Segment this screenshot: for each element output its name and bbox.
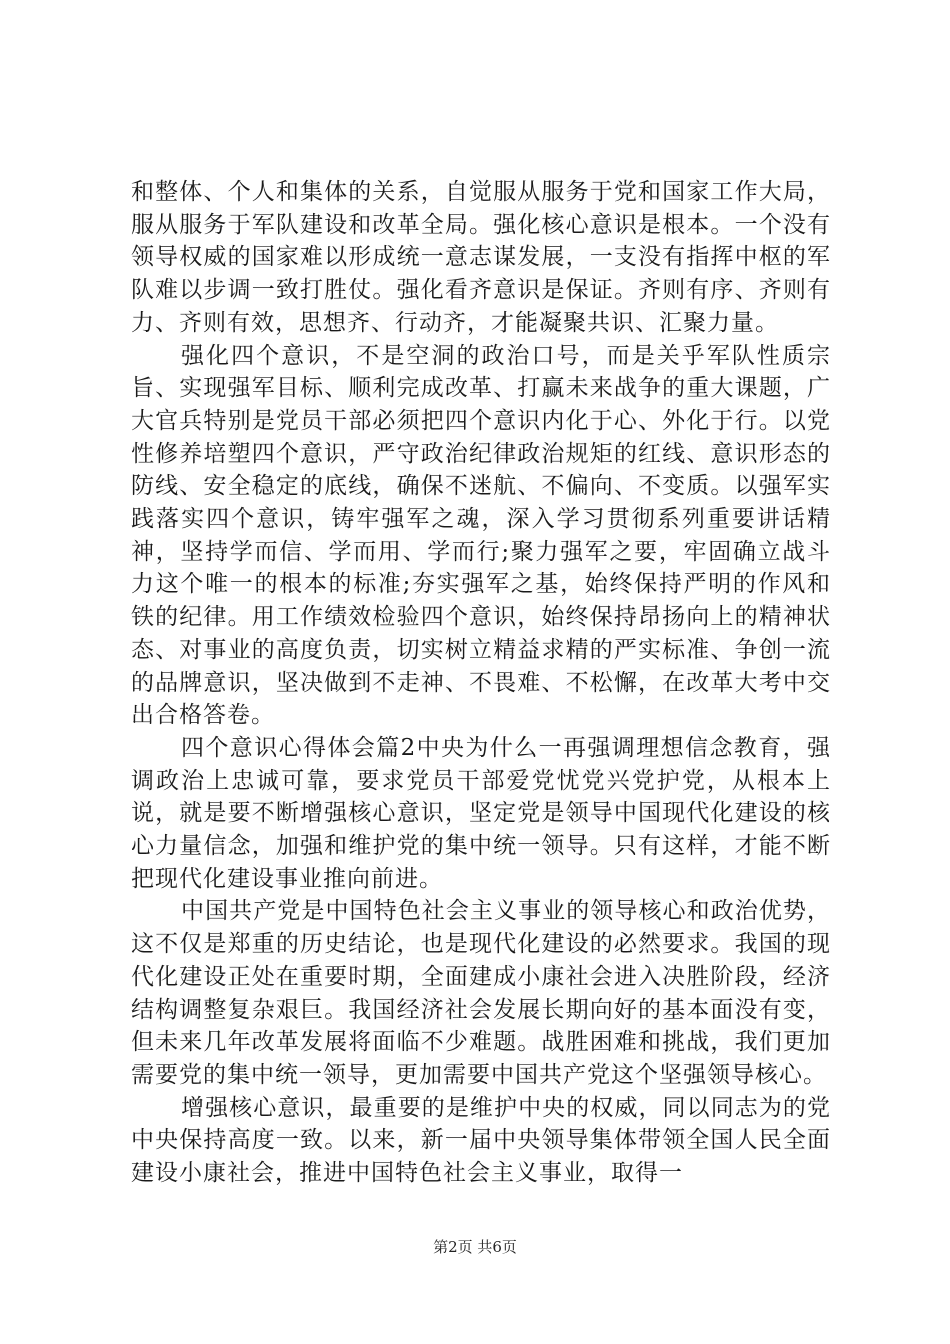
paragraph-1: 和整体、个人和集体的关系，自觉服从服务于党和国家工作大局，服从服务于军队建设和改革全局。强化核心意识是根本。一个没有领导权威的国家难以形成统一意志谋发展，一支没有指挥中枢的军队难以步调一致打胜仗。强化看齐意识是保证。齐则有序、齐则有力、齐则有效，思想齐、行动齐，才能凝聚共识、汇聚力量。	[131, 179, 831, 336]
paragraph-5: 增强核心意识，最重要的是维护中央的权威，同以同志为的党中央保持高度一致。以来，新一届中央领导集体带领全国人民全面建设小康社会，推进中国特色社会主义事业，取得一	[131, 1094, 831, 1187]
page-number-footer: 第2页 共6页	[433, 1238, 517, 1256]
paragraph-4: 中国共产党是中国特色社会主义事业的领导核心和政治优势，这不仅是郑重的历史结论，也是现代化建设的必然要求。我国的现代化建设正处在重要时期，全面建成小康社会进入决胜阶段，经济结构调整复杂艰巨。我国经济社会发展长期向好的基本面没有变，但未来几年改革发展将面临不少难题。战胜困难和挑战，我们更加需要党的集中统一领导，更加需要中国共产党这个坚强领导核心。	[131, 898, 831, 1088]
paragraph-2: 强化四个意识，不是空洞的政治口号，而是关乎军队性质宗旨、实现强军目标、顺利完成改革、打赢未来战争的重大课题，广大官兵特别是党员干部必须把四个意识内化于心、外化于行。以党性修养培塑四个意识，严守政治纪律政治规矩的红线、意识形态的防线、安全稳定的底线，确保不迷航、不偏向、不变质。以强军实践落实四个意识，铸牢强军之魂，深入学习贯彻系列重要讲话精神，坚持学而信、学而用、学而行;聚力强军之要，牢固确立战斗力这个唯一的根本的标准;夯实强军之基，始终保持严明的作风和铁的纪律。用工作绩效检验四个意识，始终保持昂扬向上的精神状态、对事业的高度负责，切实树立精益求精的严实标准、争创一流的品牌意识，坚决做到不走神、不畏难、不松懈，在改革大考中交出合格答卷。	[131, 342, 831, 729]
paragraph-3: 四个意识心得体会篇2中央为什么一再强调理想信念教育，强调政治上忠诚可靠，要求党员干部爱党忧党兴党护党，从根本上说，就是要不断增强核心意识，坚定党是领导中国现代化建设的核心力量信念，加强和维护党的集中统一领导。只有这样，才能不断把现代化建设事业推向前进。	[131, 734, 831, 892]
document-body	[131, 176, 831, 1190]
